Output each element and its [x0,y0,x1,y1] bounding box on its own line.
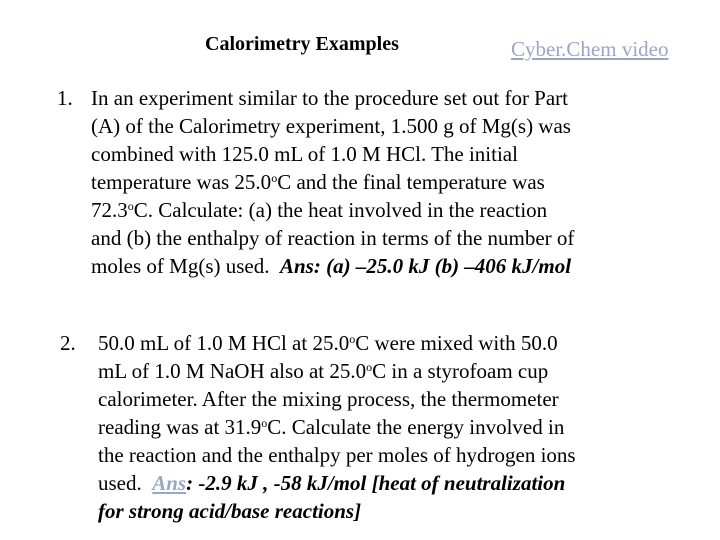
problem-text [98,329,576,525]
degree-sign: o [271,171,278,185]
problem-line: (A) of the Calorimetry experiment, 1.500 g of Mg(s) was [91,114,571,138]
problem-line [98,413,576,441]
answer-text: for strong acid/base reactions] [98,499,362,523]
degree-sign: o [366,360,373,374]
problem-number: 1. [57,86,73,110]
problem-line [98,357,576,385]
problem-line [91,168,574,196]
problem-line [91,196,574,224]
text-segment: C were mixed with 50.0 [355,331,558,355]
text-segment: C in a styrofoam cup [372,359,549,383]
problem-line [91,252,574,280]
text-segment: C. Calculate the energy involved in [267,415,565,439]
problem-line: In an experiment similar to the procedure set out for Part [91,86,569,110]
answer-link[interactable]: Ans [152,471,187,495]
degree-sign: o [127,199,134,213]
problem-line: calorimeter. After the mixing process, the thermometer [98,387,559,411]
problem-line [98,469,576,497]
problem-line: the reaction and the enthalpy per moles of hydrogen ions [98,443,576,467]
degree-sign: o [349,332,356,346]
text-segment: reading was at 31.9 [98,415,262,439]
answer-text: : -2.9 kJ , -58 kJ/mol [heat of neutralization [186,471,566,495]
problem-number: 2. [60,331,76,355]
problem-text [91,84,574,280]
problem-line [98,329,576,357]
answer-text: Ans: (a) –25.0 kJ (b) –406 kJ/mol [279,254,572,278]
problem-line: and (b) the enthalpy of reaction in terms of the number of [91,226,575,250]
text-segment: moles of Mg(s) used. [91,254,270,278]
text-segment: mL of 1.0 M NaOH also at 25.0 [98,359,367,383]
text-segment: 50.0 mL of 1.0 M HCl at 25.0 [98,331,350,355]
text-segment: C and the final temperature was [277,170,545,194]
text-segment: 72.3 [91,198,128,222]
problem-line: combined with 125.0 mL of 1.0 M HCl. The initial [91,142,518,166]
text-segment: temperature was 25.0 [91,170,272,194]
degree-sign: o [261,416,268,430]
text-segment: used. [98,471,142,495]
page-title: Calorimetry Examples [205,33,399,55]
text-segment: C. Calculate: (a) the heat involved in the reaction [133,198,548,222]
cyberchem-video-link[interactable]: Cyber.Chem video [511,37,669,61]
